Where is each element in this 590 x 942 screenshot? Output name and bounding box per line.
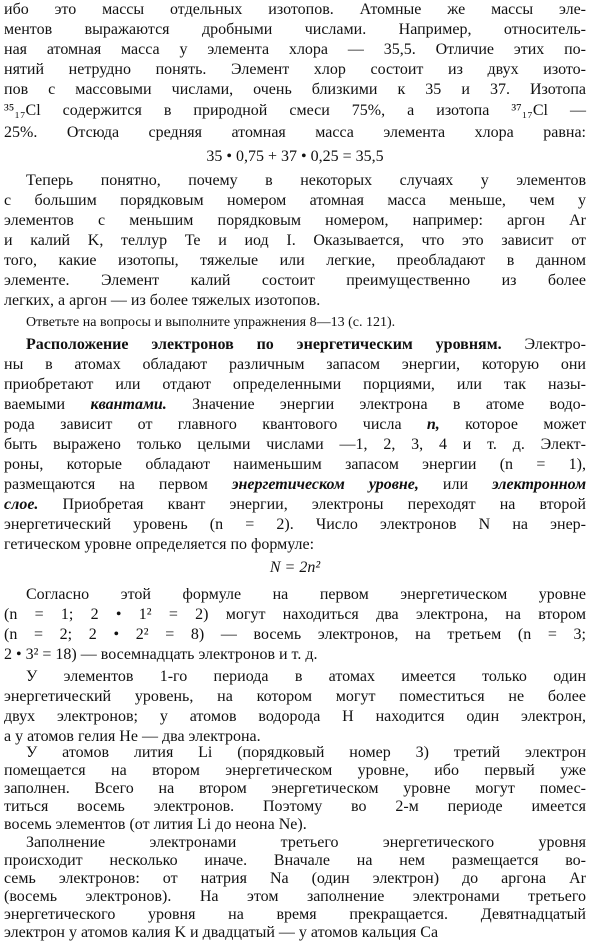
text-span: Электро- [501, 336, 587, 353]
text-line: заполнен. Всего на втором энергетическом уровне могут помес- [4, 780, 586, 797]
text-line [4, 495, 586, 515]
term-layer: слое. [4, 496, 39, 513]
text-line: семь электронов: от натрия Na (один электрон) до аргона Ar [4, 870, 586, 887]
text-line: роны, которые обладают наименьшим запасом энергии (n = 1), [4, 456, 586, 473]
text-line: гетическом уровне определяется по формуле: [4, 536, 315, 553]
term-energy-level: энергетическом уровне, [231, 476, 419, 493]
text-span: ваемыми [4, 396, 91, 413]
text-line: ментов выражаются дробными числами. Например, относитель- [4, 21, 586, 38]
text-line: энергетического уровня на время прекращается. Девятнадцатый [4, 906, 586, 923]
text-line: 2 • 3² = 18) — восемнадцать электронов и т. д. [4, 646, 318, 663]
term-quanta: квантами. [90, 396, 167, 413]
text-line: того, какие изотопы, тяжелые или легкие, преобладают в данном [4, 252, 586, 269]
text-line: Теперь понятно, почему в некоторых случаях у элементов [26, 172, 586, 189]
text-line: 25%. Отсюда средняя атомная масса элемента хлора равна: [4, 124, 586, 141]
text-line: пов с массовыми числами, очень близкими к 35 и 37. Изотопа [4, 81, 586, 98]
text-line: энергетический уровень, на котором могут поместиться не более [4, 688, 586, 705]
text-line: (n = 1; 2 • 1² = 2) могут находиться два электрона, на втором [4, 606, 586, 623]
exercise-reference: Ответьте на вопросы и выполните упражнения 8—13 (с. 121). [26, 315, 396, 330]
text-line: Заполнение электронами третьего энергетического уровня [26, 834, 586, 851]
symbol-n: n, [426, 416, 440, 433]
text-line: легких, а аргон — из более тяжелых изотопов. [4, 292, 321, 309]
text-line: быть выражено только целыми числами —1, 2, 3, 4 и т. д. Элект- [4, 436, 586, 453]
term-electron-layer: электронном [492, 476, 587, 493]
text-line: электрон у атомов калия K и двадцатый — у атомов кальция Ca [4, 924, 439, 941]
text-span: Приобретая квант энергии, электроны переходят на второй [38, 496, 586, 513]
text-line: У атомов лития Li (порядковый номер 3) третий электрон [26, 744, 586, 761]
equation-average-mass: 35 • 0,75 + 37 • 0,25 = 35,5 [206, 148, 384, 165]
section-heading-line [26, 335, 586, 355]
text-span: Значение энергии электрона в атоме водо- [166, 396, 587, 413]
text-span: размещаются на первом [4, 476, 232, 493]
text-line: а у атомов гелия He — два электрона. [4, 728, 261, 745]
text-span: или [418, 476, 493, 493]
text-line: элементов с меньшим порядковым номером, например: аргон Ar [4, 212, 586, 229]
text-line: ³⁵₁₇Cl содержится в природной смеси 75%, а изотопа ³⁷₁₇Cl — [4, 102, 586, 119]
text-line: (n = 2; 2 • 2² = 8) — восемь электронов, на третьем (n = 3; [4, 626, 586, 643]
text-line: (восемь электронов). На этом заполнение электронами третьего [4, 888, 586, 905]
text-span: рода зависит от главного квантового числа [4, 416, 427, 433]
equation-electron-count: N = 2n² [269, 559, 321, 576]
text-line: восемь элементов (от лития Li до неона Ne). [4, 816, 307, 833]
text-span: которое может [439, 416, 586, 433]
text-line: приобретают или отдают определенными порциями, или так назы- [4, 376, 586, 393]
text-line: ибо это массы отдельных изотопов. Атомные же массы эле- [4, 1, 586, 18]
text-line: двух электронов; у атомов водорода H находится один электрон, [4, 708, 586, 725]
text-line: элементе. Элемент калий состоит преимущественно из более [4, 272, 586, 289]
text-line: Согласно этой формуле на первом энергетическом уровне [26, 586, 586, 603]
text-line: ны в атомах обладают различным запасом энергии, которую они [4, 356, 586, 373]
text-line [4, 395, 586, 415]
text-line: нятий нетрудно понять. Элемент хлор состоит из двух изото- [4, 61, 586, 78]
text-line: У элементов 1-го периода в атомах имеется только один [26, 668, 586, 685]
text-line: и калий K, теллур Te и иод I. Оказывается, что это зависит от [4, 232, 586, 249]
text-line: помещается на втором энергетическом уровне, ибо первый уже [4, 762, 586, 779]
text-line [4, 415, 586, 435]
text-line: с большим порядковым номером атомная масса меньше, чем у [4, 192, 586, 209]
text-line [4, 475, 586, 495]
text-line: ная атомная масса у элемента хлора — 35,5. Отличие этих по- [4, 41, 586, 58]
text-line: происходит несколько иначе. Вначале на нем размещается во- [4, 852, 586, 869]
text-line: энергетический уровень (n = 2). Число электронов N на энер- [4, 516, 586, 533]
text-line: титься восемь электронов. Поэтому во 2-м периоде имеется [4, 798, 586, 815]
section-heading: Расположение электронов по энергетическим уровням. [26, 336, 502, 353]
